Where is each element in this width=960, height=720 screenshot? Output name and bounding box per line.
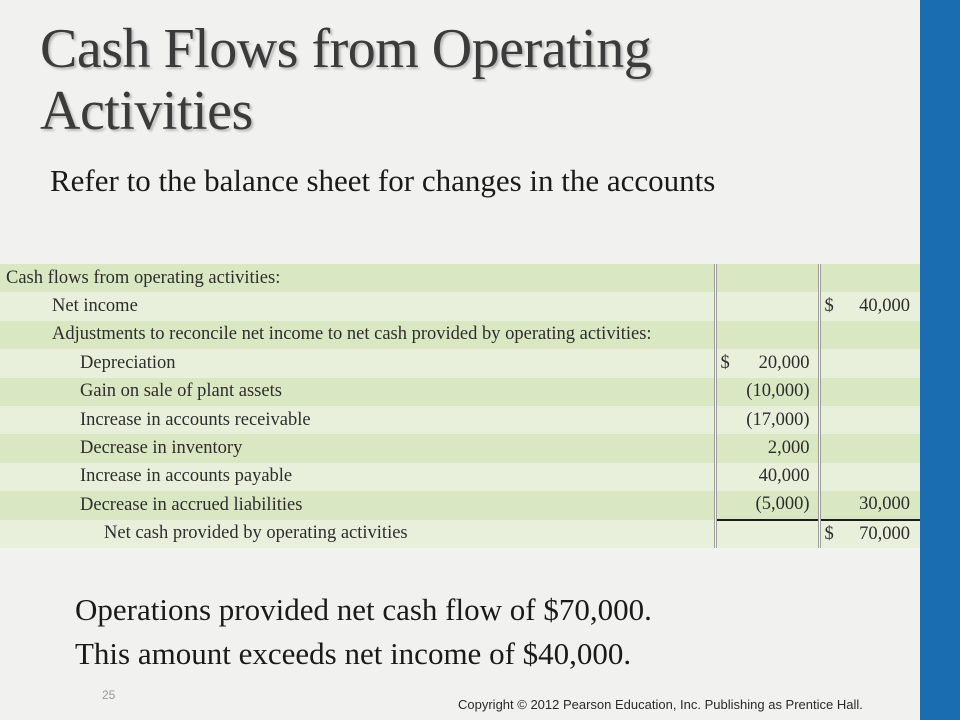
table-row [0,264,920,292]
subtotal-value: 2,000 [767,438,810,459]
accent-sidebar [920,0,960,720]
subtotal-value: (17,000) [746,409,810,430]
total-currency: $ [824,523,834,544]
conclusion-text [75,588,652,676]
row-total-cell [819,463,920,491]
row-label: Decrease in accrued liabilities [0,491,715,519]
table-row [0,463,920,491]
row-total-cell [819,491,920,519]
subtotal-value: 20,000 [758,352,810,373]
row-label: Adjustments to reconcile net income to net cash provided by operating activities: [0,321,715,349]
subtotal-value: 40,000 [758,466,810,487]
table-row-total [0,520,920,548]
subtotal-value: (5,000) [755,494,810,515]
page-number: 25 [102,688,116,702]
conclusion-line-2: This amount exceeds net income of $40,000. [75,636,632,671]
total-value: 70,000 [859,523,910,544]
slide-title [40,18,900,142]
row-total-cell [819,264,920,292]
row-label: Depreciation [0,349,715,377]
row-total-cell [819,406,920,434]
table-row [0,378,920,406]
row-subtotal-cell [715,292,819,320]
row-subtotal-cell [715,264,819,292]
cash-flow-table [0,264,920,548]
row-label: Cash flows from operating activities: [0,264,715,292]
row-total-cell [819,292,920,320]
subtotal-value: (10,000) [746,381,810,402]
row-subtotal-cell [715,349,819,377]
row-label: Net cash provided by operating activities [0,520,715,548]
total-value: 30,000 [859,494,910,515]
row-total-cell [819,349,920,377]
row-subtotal-cell [715,463,819,491]
row-label: Increase in accounts receivable [0,406,715,434]
row-total-cell [819,434,920,462]
table-row [0,491,920,519]
row-subtotal-cell [715,520,819,548]
row-subtotal-cell [715,406,819,434]
total-currency: $ [824,296,834,317]
row-total-cell [819,321,920,349]
subtotal-currency: $ [720,352,730,373]
row-label: Gain on sale of plant assets [0,378,715,406]
row-subtotal-cell [715,321,819,349]
title-line-1: Cash Flows from Operating [40,18,652,80]
title-line-2: Activities [40,80,253,142]
row-subtotal-cell [715,434,819,462]
row-label: Net income [0,292,715,320]
table-row [0,321,920,349]
row-subtotal-cell [715,491,819,519]
table-row [0,292,920,320]
row-label: Increase in accounts payable [0,463,715,491]
row-total-cell [819,378,920,406]
table-row [0,349,920,377]
slide-subtitle: Refer to the balance sheet for changes in the accounts [50,163,716,198]
row-subtotal-cell [715,378,819,406]
table-row [0,406,920,434]
row-label: Decrease in inventory [0,434,715,462]
copyright-notice: Copyright © 2012 Pearson Education, Inc. Publishing as Prentice Hall. [458,697,863,712]
total-value: 40,000 [859,296,910,317]
table-row [0,434,920,462]
row-total-cell [819,520,920,548]
conclusion-line-1: Operations provided net cash flow of $70,000. [75,592,652,627]
